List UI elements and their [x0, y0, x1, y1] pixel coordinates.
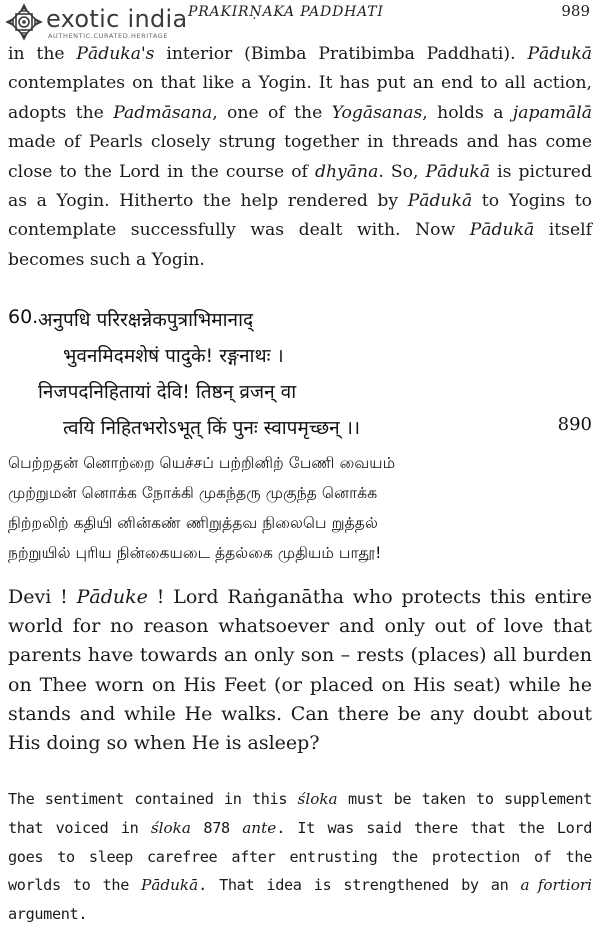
- verse-line-2: भुवनमिदमशेषं पादुके! रङ्गनाथः ।: [63, 345, 284, 367]
- intro-paragraph: [8, 40, 592, 275]
- tamil-line-4: நற்றுயில் புரிய நின்கையடை த்தல்கை முதியம் பாதூ!: [8, 544, 382, 562]
- italic-term: Pādukā: [407, 191, 473, 212]
- running-head: PRAKIRṆAKA PADDHATI: [188, 4, 384, 20]
- tamil-line-2: முற்றுமன் னொக்க நோக்கி முகந்தரு முகுந்த னொக்க: [8, 484, 378, 502]
- italic-term: dhyāna: [314, 161, 379, 182]
- italic-term: Padmāsana: [113, 102, 213, 123]
- mandala-logo-icon: [4, 2, 44, 42]
- italic-term: Pādukā: [141, 876, 199, 895]
- italic-term: Yogāsanas: [331, 102, 423, 123]
- tamil-line-1: பெற்றதன் னொற்றை யெச்சப் பற்றினிற் பேணி வையம்: [8, 454, 396, 472]
- commentary: [8, 785, 592, 929]
- sloka-number: 890: [557, 414, 592, 435]
- italic-term: śloka: [297, 790, 338, 808]
- verse-line-3: निजपदनिहितायां देवि! तिष्ठन् व्रजन् वा: [38, 381, 297, 403]
- commentary-text: The sentiment contained in this śloka must be taken to supplement that voiced in śloka 878 ante. It was said there that the Lord goes to sleep carefree after entrusting the protection of the worlds to the Pādukā. That idea is strengthened by an a fortiori argument.: [8, 790, 592, 924]
- italic-term: a fortiori: [520, 876, 592, 895]
- verse-line-1: अनुपधि परिरक्षन्नेकपुत्राभिमानाद्: [38, 309, 254, 331]
- italic-term: japamālā: [512, 102, 592, 123]
- verse-line-4: त्वयि निहितभरोऽभूत् किं पुनः स्वापमृच्छन् ।।: [63, 417, 361, 439]
- italic-term: Pādukā: [469, 220, 535, 241]
- english-translation: [8, 583, 592, 758]
- intro-paragraph-text: in the Pāduka's interior (Bimba Pratibimba Paddhati). Pādukā contemplates on that like a Yogin. It has put an end to all action, adopts the Padmāsana, one of the Yogāsanas, holds a japamālā made of Pearls closely strung together in threads and has come close to the Lord in the course of dhyāna. So, Pādukā is pictured as a Yogin. Hitherto the help rendered by Pādukā to Yogins to contemplate successfully was dealt with. Now Pādukā itself becomes such a Yogin.: [8, 44, 593, 270]
- italic-term: Pādukā: [527, 44, 592, 64]
- page-number: 989: [561, 2, 590, 20]
- italic-term: śloka: [150, 818, 191, 837]
- italic-term: ante: [242, 818, 277, 837]
- verse-number: 60.: [8, 306, 39, 328]
- italic-term: Pādukā: [425, 161, 491, 182]
- translation-text: Devi ! Pāduke ! Lord Raṅganātha who protects this entire world for no reason whatsoever and only out of love that parents have towards an only son – rests (places) all burden on Thee worn on His Feet (or placed on His seat) while he stands and while He walks. Can there be any doubt about His doing so when He is asleep?: [8, 586, 592, 755]
- italic-term: Pāduka's: [76, 44, 155, 64]
- italic-term: Pāduke: [76, 586, 148, 608]
- logo-tagline: AUTHENTIC.CURATED.HERITAGE: [48, 32, 169, 40]
- tamil-line-3: நிற்றலிற் கதியி னின்கண் ணிறுத்தவ நிலைபெ றுத்தல்: [8, 514, 378, 532]
- logo-name: exotic india: [46, 5, 188, 33]
